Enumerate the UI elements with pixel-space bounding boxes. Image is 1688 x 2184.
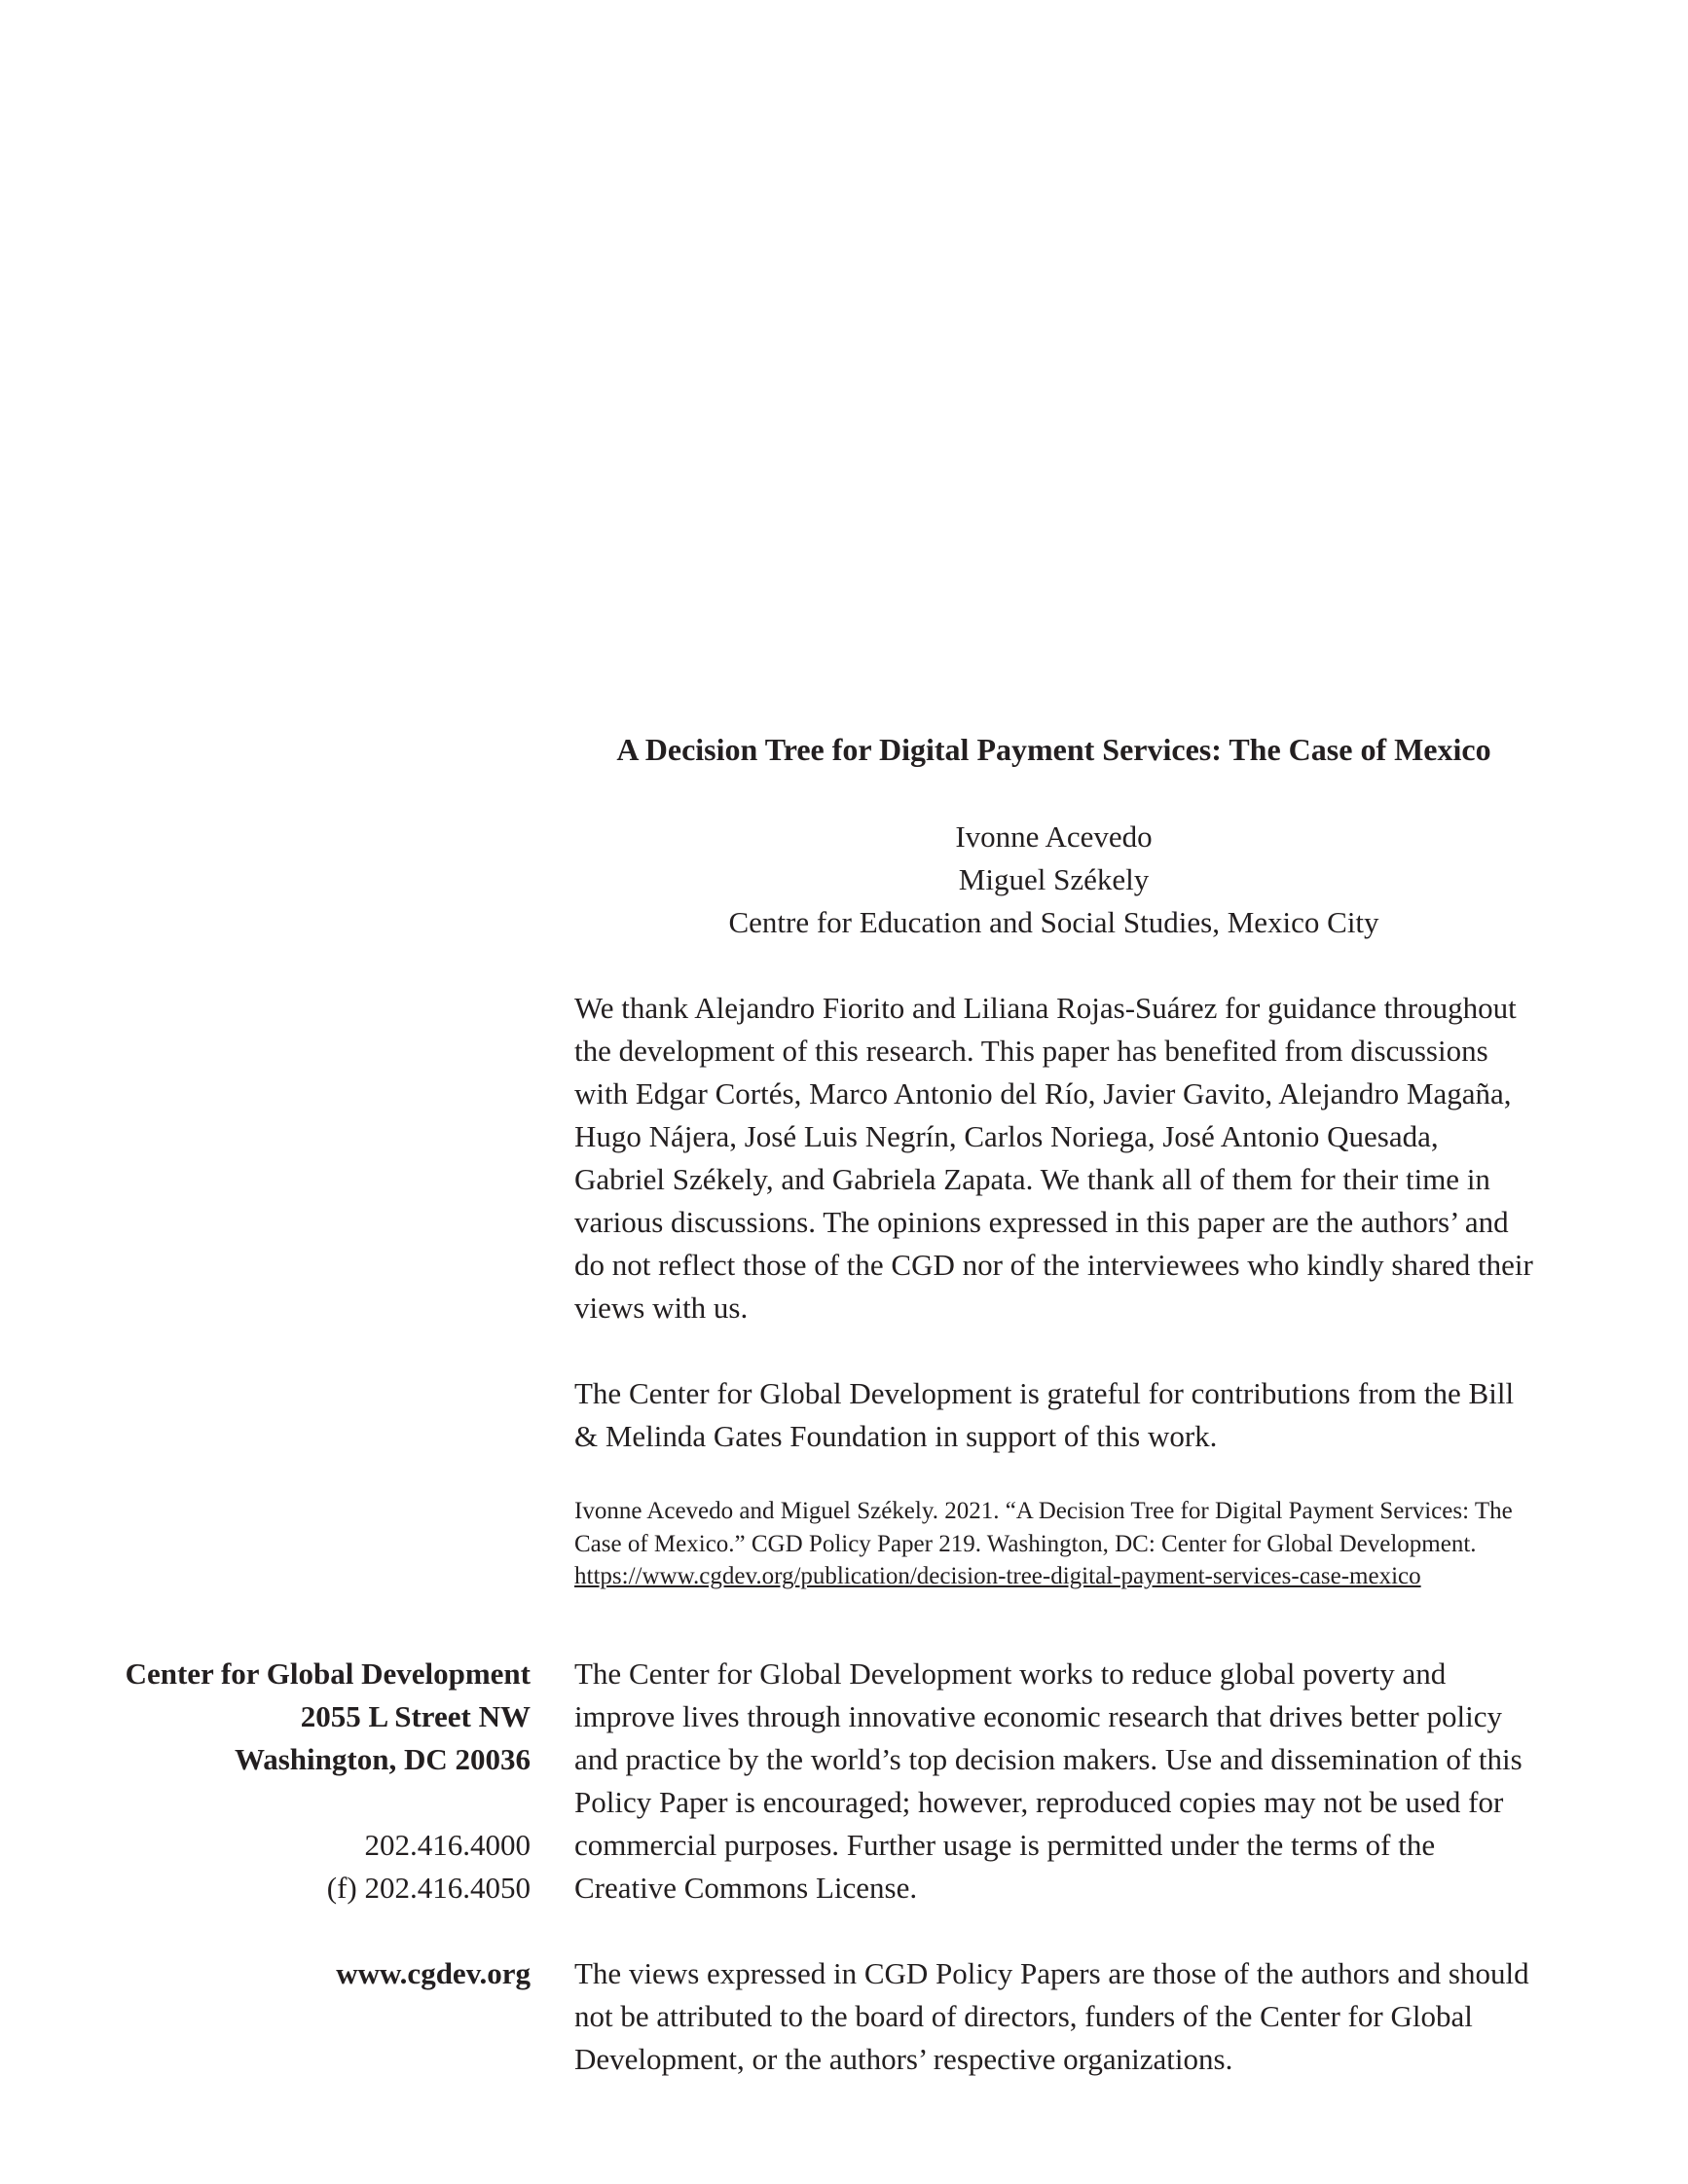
city-address: Washington, DC 20036	[234, 1742, 531, 1776]
author-name: Ivonne Acevedo	[955, 819, 1153, 854]
fax-number: (f) 202.416.4050	[326, 1871, 531, 1905]
citation-link[interactable]: https://www.cgdev.org/publication/decision-tree-digital-payment-services-case-mexico	[574, 1563, 1421, 1589]
citation-text: Ivonne Acevedo and Miguel Székely. 2021. “A Decision Tree for Digital Payment Services: The Case of Mexico.” CGD Policy Paper 219. Washington, DC: Center for Global Development.	[574, 1498, 1513, 1557]
funding-note-paragraph: The Center for Global Development is grateful for contributions from the Bill & Melinda Gates Foundation in support of this work.	[574, 1376, 1515, 1453]
author-name: Miguel Székely	[958, 862, 1150, 896]
paper-title: A Decision Tree for Digital Payment Services: The Case of Mexico	[616, 732, 1491, 767]
about-cgd-paragraph: The Center for Global Development works to reduce global poverty and improve lives through innovative economic research that drives better policy and practice by the world’s top decision makers. Use and dissemination of this Policy Paper is encouraged; however, reproduced copies may not be used for commercial purposes. Further usage is permitted under the terms of the Creative Commons License.	[574, 1656, 1523, 1905]
street-address: 2055 L Street NW	[300, 1699, 531, 1733]
acknowledgement-paragraph: We thank Alejandro Fiorito and Liliana Rojas-Suárez for guidance throughout the development of this research. This paper has benefited from discussions with Edgar Cortés, Marco Antonio del Río, Javier Gavito, Alejandro Magaña, Hugo Nájera, José Luis Negrín, Carlos Noriega, José Antonio Quesada, Gabriel Székely, and Gabriela Zapata. We thank all of them for their time in various discussions. The opinions expressed in this paper are the authors’ and do not reflect those of the CGD nor of the interviewees who kindly shared their views with us.	[574, 991, 1533, 1325]
author-affiliation: Centre for Education and Social Studies, Mexico City	[728, 905, 1379, 939]
org-name: Center for Global Development	[125, 1656, 531, 1691]
citation-block	[574, 1495, 1533, 1593]
website-url: www.cgdev.org	[336, 1956, 531, 1990]
author-block	[574, 816, 1533, 944]
address-block	[0, 1653, 531, 1781]
disclaimer-paragraph: The views expressed in CGD Policy Papers are those of the authors and should not be attributed to the board of directors, funders of the Center for Global Development, or the authors’ respective organizations.	[574, 1956, 1529, 2076]
phone-number: 202.416.4000	[364, 1828, 531, 1862]
contact-block	[0, 1824, 531, 1910]
